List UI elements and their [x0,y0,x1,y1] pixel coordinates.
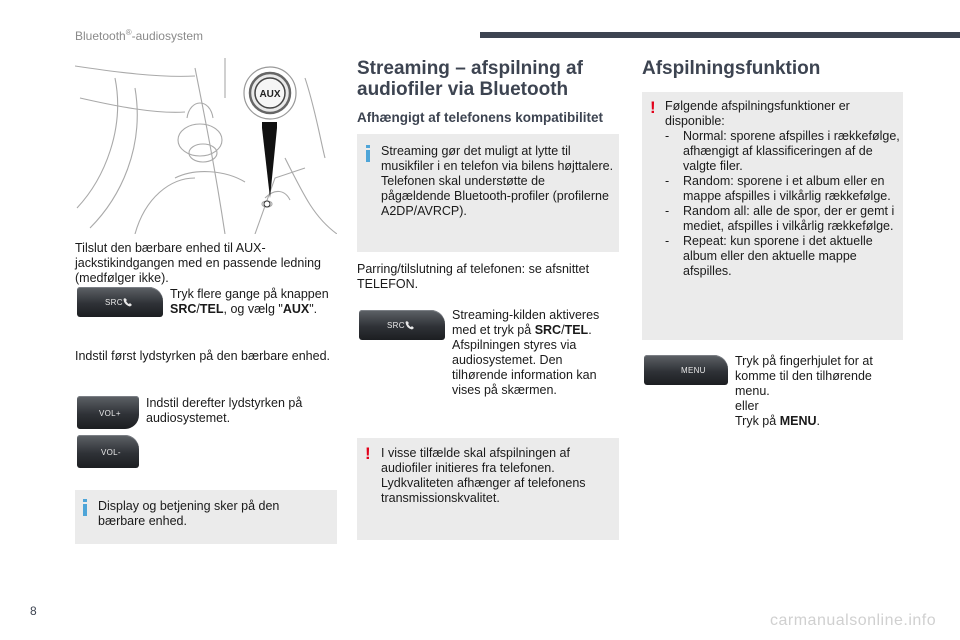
page-number: 8 [30,604,37,618]
vol-up-button-image: VOL+ [77,396,139,429]
list-item: - Repeat: kun sporene i det aktuelle album eller den aktuelle mappe afspilles. [665,234,873,278]
src-button-image: SRC [359,310,445,340]
functions-list [665,129,901,279]
menu-button-image: MENU [644,355,728,385]
warning-icon: ! [365,444,371,463]
playback-title: Afspilningsfunktion [642,58,821,79]
header-bar [480,32,960,38]
list-item: - Random all: alle de spor, der er gemt i mediet, afspilles i vilkårlig rækkefølge. [665,204,895,233]
streaming-subtitle: Afhængigt af telefonens kompatibilitet [357,110,604,125]
watermark: carmanualsonline.info [770,612,937,629]
functions-intro: Følgende afspilningsfunktioner er disponible: [665,99,850,128]
info-display-text: Display og betjening sker på den bærbare enhed. [98,499,280,528]
vol-down-button-image: VOL- [77,435,139,468]
aux-instruction: Tilslut den bærbare enhed til AUX-jackstikindgangen med en passende ledning (medfølger ikke). [75,241,322,285]
src-aux-instruction: Tryk flere gange på knappen SRC/TEL, og vælg "AUX". [170,287,329,316]
menu-instruction: Tryk på fingerhjulet for at komme til den tilhørende menu. eller Tryk på MENU. [735,354,873,428]
pairing-instruction: Parring/tilslutning af telefonen: se afsnittet TELEFON. [357,262,590,291]
info-streaming-text: Streaming gør det muligt at lytte til musikfiler i en telefon via bilens højttalere. Telefonen skal understøtte de pågældende Bluetooth-profiler (profilerne A2DP/AVRCP). [381,144,614,218]
src-button-image: SRC [77,287,163,317]
warning-streaming-text: I visse tilfælde skal afspilningen af audiofiler initieres fra telefonen. Lydkvaliteten afhænger af telefonens transmissionskvalitet. [381,446,586,505]
volume-device-instruction: Indstil først lydstyrken på den bærbare enhed. [75,349,330,363]
running-header: Bluetooth®-audiosystem [75,28,203,43]
list-item: - Random: sporene i et album eller en mappe afspilles i vilkårlig rækkefølge. [665,174,891,203]
aux-socket-illustration [75,58,337,234]
volume-system-instruction: Indstil derefter lydstyrken på audiosystemet. [146,396,303,425]
aux-label: AUX [259,89,281,100]
list-item: - Normal: sporene afspilles i rækkefølge, afhængigt af klassificeringen af de valgte filer. [665,129,900,173]
info-icon [366,145,370,162]
phone-icon [123,297,133,307]
streaming-title: Streaming – afspilning af audiofiler via Bluetooth [357,58,583,100]
info-icon [83,499,87,516]
warning-icon: ! [650,98,656,117]
streaming-activation-text: Streaming-kilden aktiveres med et tryk på SRC/TEL. Afspilningen styres via audiosystemet. Den tilhørende information kan vises på skærmen. [452,308,600,397]
phone-icon [405,320,415,330]
